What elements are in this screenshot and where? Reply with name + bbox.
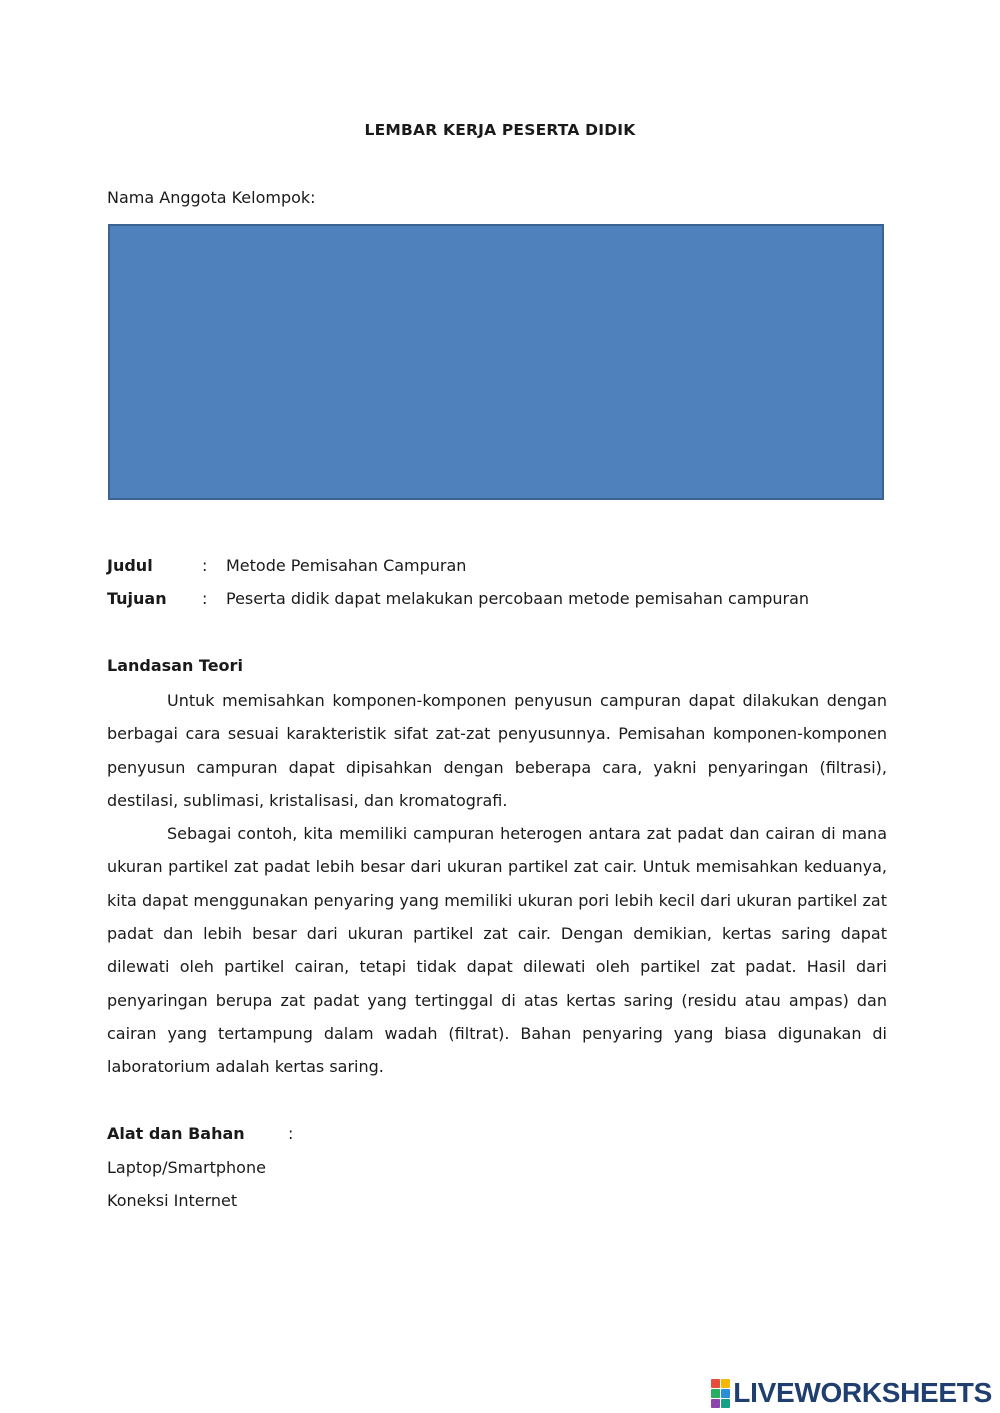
alat-bahan-list xyxy=(107,1151,266,1218)
judul-value: Metode Pemisahan Campuran xyxy=(226,556,467,575)
list-item: Laptop/Smartphone xyxy=(107,1158,266,1177)
tujuan-label: Tujuan xyxy=(107,589,167,608)
tujuan-colon: : xyxy=(202,589,208,608)
tujuan-value: Peserta didik dapat melakukan percobaan metode pemisahan campuran xyxy=(226,589,810,608)
alat-bahan-colon: : xyxy=(288,1124,294,1143)
liveworksheets-wordmark: LIVEWORKSHEETS xyxy=(733,1377,992,1408)
landasan-teori-heading: Landasan Teori xyxy=(107,656,243,675)
alat-bahan-heading-row xyxy=(107,1124,407,1148)
logo-block xyxy=(721,1379,730,1388)
logo-block xyxy=(711,1379,720,1388)
logo-block xyxy=(711,1389,720,1398)
logo-block xyxy=(711,1399,720,1408)
theory-paragraph: Untuk memisahkan komponen-komponen penyusun campuran dapat dilakukan dengan berbagai cara sesuai karakteristik sifat zat-zat penyusunnya. Pemisahan komponen-komponen penyusun campuran dapat dipisahkan dengan beberapa cara, yakni penyaringan (filtrasi), destilasi, sublimasi, kristalisasi, dan kromatografi. xyxy=(107,691,887,810)
liveworksheets-brand[interactable] xyxy=(711,1376,992,1410)
theory-paragraph: Sebagai contoh, kita memiliki campuran heterogen antara zat padat dan cairan di mana ukuran partikel zat padat lebih besar dari ukuran partikel zat cair. Untuk memisahkan keduanya, kita dapat menggunakan penyaring yang memiliki ukuran pori lebih kecil dari ukuran partikel zat padat dan lebih besar dari ukuran partikel zat cair. Dengan demikian, kertas saring dapat dilewati oleh partikel cairan, tetapi tidak dapat dilewati oleh partikel zat padat. Hasil dari penyaringan berupa zat padat yang tertinggal di atas kertas saring (residu atau ampas) dan cairan yang tertampung dalam wadah (filtrat). Bahan penyaring yang biasa digunakan di laboratorium adalah kertas saring. xyxy=(107,824,887,1077)
liveworksheets-logo-icon xyxy=(711,1379,730,1408)
list-item: Koneksi Internet xyxy=(107,1191,238,1211)
group-members-input-box[interactable] xyxy=(108,224,884,500)
group-members-label: Nama Anggota Kelompok: xyxy=(107,188,316,207)
logo-block xyxy=(721,1389,730,1398)
judul-label: Judul xyxy=(107,556,153,575)
judul-colon: : xyxy=(202,556,208,575)
alat-bahan-heading: Alat dan Bahan xyxy=(107,1124,245,1143)
logo-block xyxy=(721,1399,730,1408)
page-title: LEMBAR KERJA PESERTA DIDIK xyxy=(364,121,636,139)
landasan-teori-body xyxy=(107,684,887,1084)
